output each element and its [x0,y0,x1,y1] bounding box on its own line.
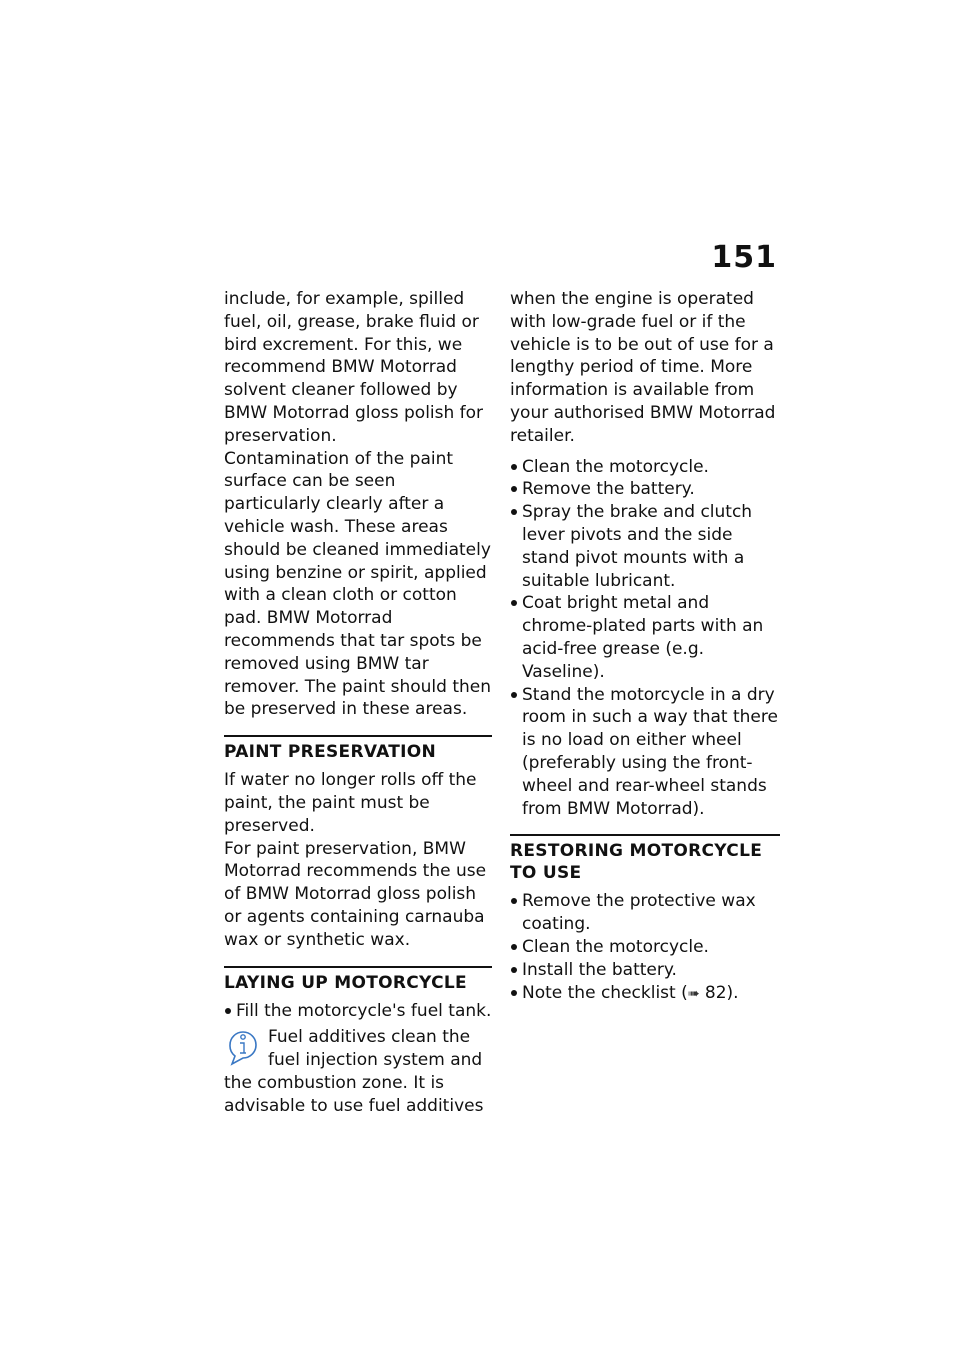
list-item: Clean the motorcycle. [510,936,780,959]
checklist-text: Note the checklist ( [522,982,688,1003]
list-item: Clean the motorcycle. [510,456,780,479]
heading-laying-up: LAYING UP MOTORCYCLE [224,966,492,994]
list-item: Stand the motorcycle in a dry room in such a way that there is no load on either wheel (preferably using the front-wheel and rear-wheel stands from BMW Motorrad). [510,684,780,821]
list-item: Fill the motorcycle's fuel tank. [224,1000,492,1023]
intro-paragraph-1: include, for example, spilled fuel, oil, grease, brake fluid or bird excrement. For this, we recommend BMW Motorrad solvent cleaner followed by BMW Motorrad gloss polish for preservation. [224,289,484,446]
list-item: Install the battery. [510,959,780,982]
note-text: Fuel additives clean the fuel injection system and the combustion zone. It is advisable to use fuel additives [224,1027,484,1116]
right-column [510,288,780,1005]
list-item: Remove the battery. [510,478,780,501]
paint-paragraph-1: If water no longer rolls off the paint, the paint must be preserved. [224,770,477,836]
intro-paragraph-2: Contamination of the paint surface can be seen particularly clearly after a vehicle wash. These areas should be cleaned immediately using benzine or spirit, applied with a clean cloth or cotton pad. BMW Motorrad recommends that tar spots be removed using BMW tar remover. The paint should then be preserved in these areas. [224,448,491,720]
checklist-page-ref[interactable]: 82). [699,982,739,1003]
page-reference-arrow-icon[interactable]: ➠ [687,985,700,1002]
paint-paragraph-2: For paint preservation, BMW Motorrad recommends the use of BMW Motorrad gloss polish or agents containing carnauba wax or synthetic wax. [224,838,487,950]
heading-paint-preservation: PAINT PRESERVATION [224,735,492,763]
restoring-list [510,890,780,1005]
left-column [224,288,492,1118]
page-number: 151 [711,240,777,275]
laying-up-steps-list [510,456,780,821]
list-item: Spray the brake and clutch lever pivots and the side stand pivot mounts with a suitable lubricant. [510,501,780,592]
heading-restoring: RESTORING MOTORCYCLE TO USE [510,834,780,884]
info-icon [224,1026,262,1066]
checklist-item [510,982,780,1006]
list-item: Remove the protective wax coating. [510,890,780,936]
continuation-paragraph: when the engine is operated with low-grade fuel or if the vehicle is to be out of use for a lengthy period of time. More information is available from your authorised BMW Motorrad retailer. [510,289,776,446]
fuel-additive-note [224,1026,492,1117]
list-item: Coat bright metal and chrome-plated parts with an acid-free grease (e.g. Vaseline). [510,592,780,683]
laying-up-list [224,1000,492,1023]
